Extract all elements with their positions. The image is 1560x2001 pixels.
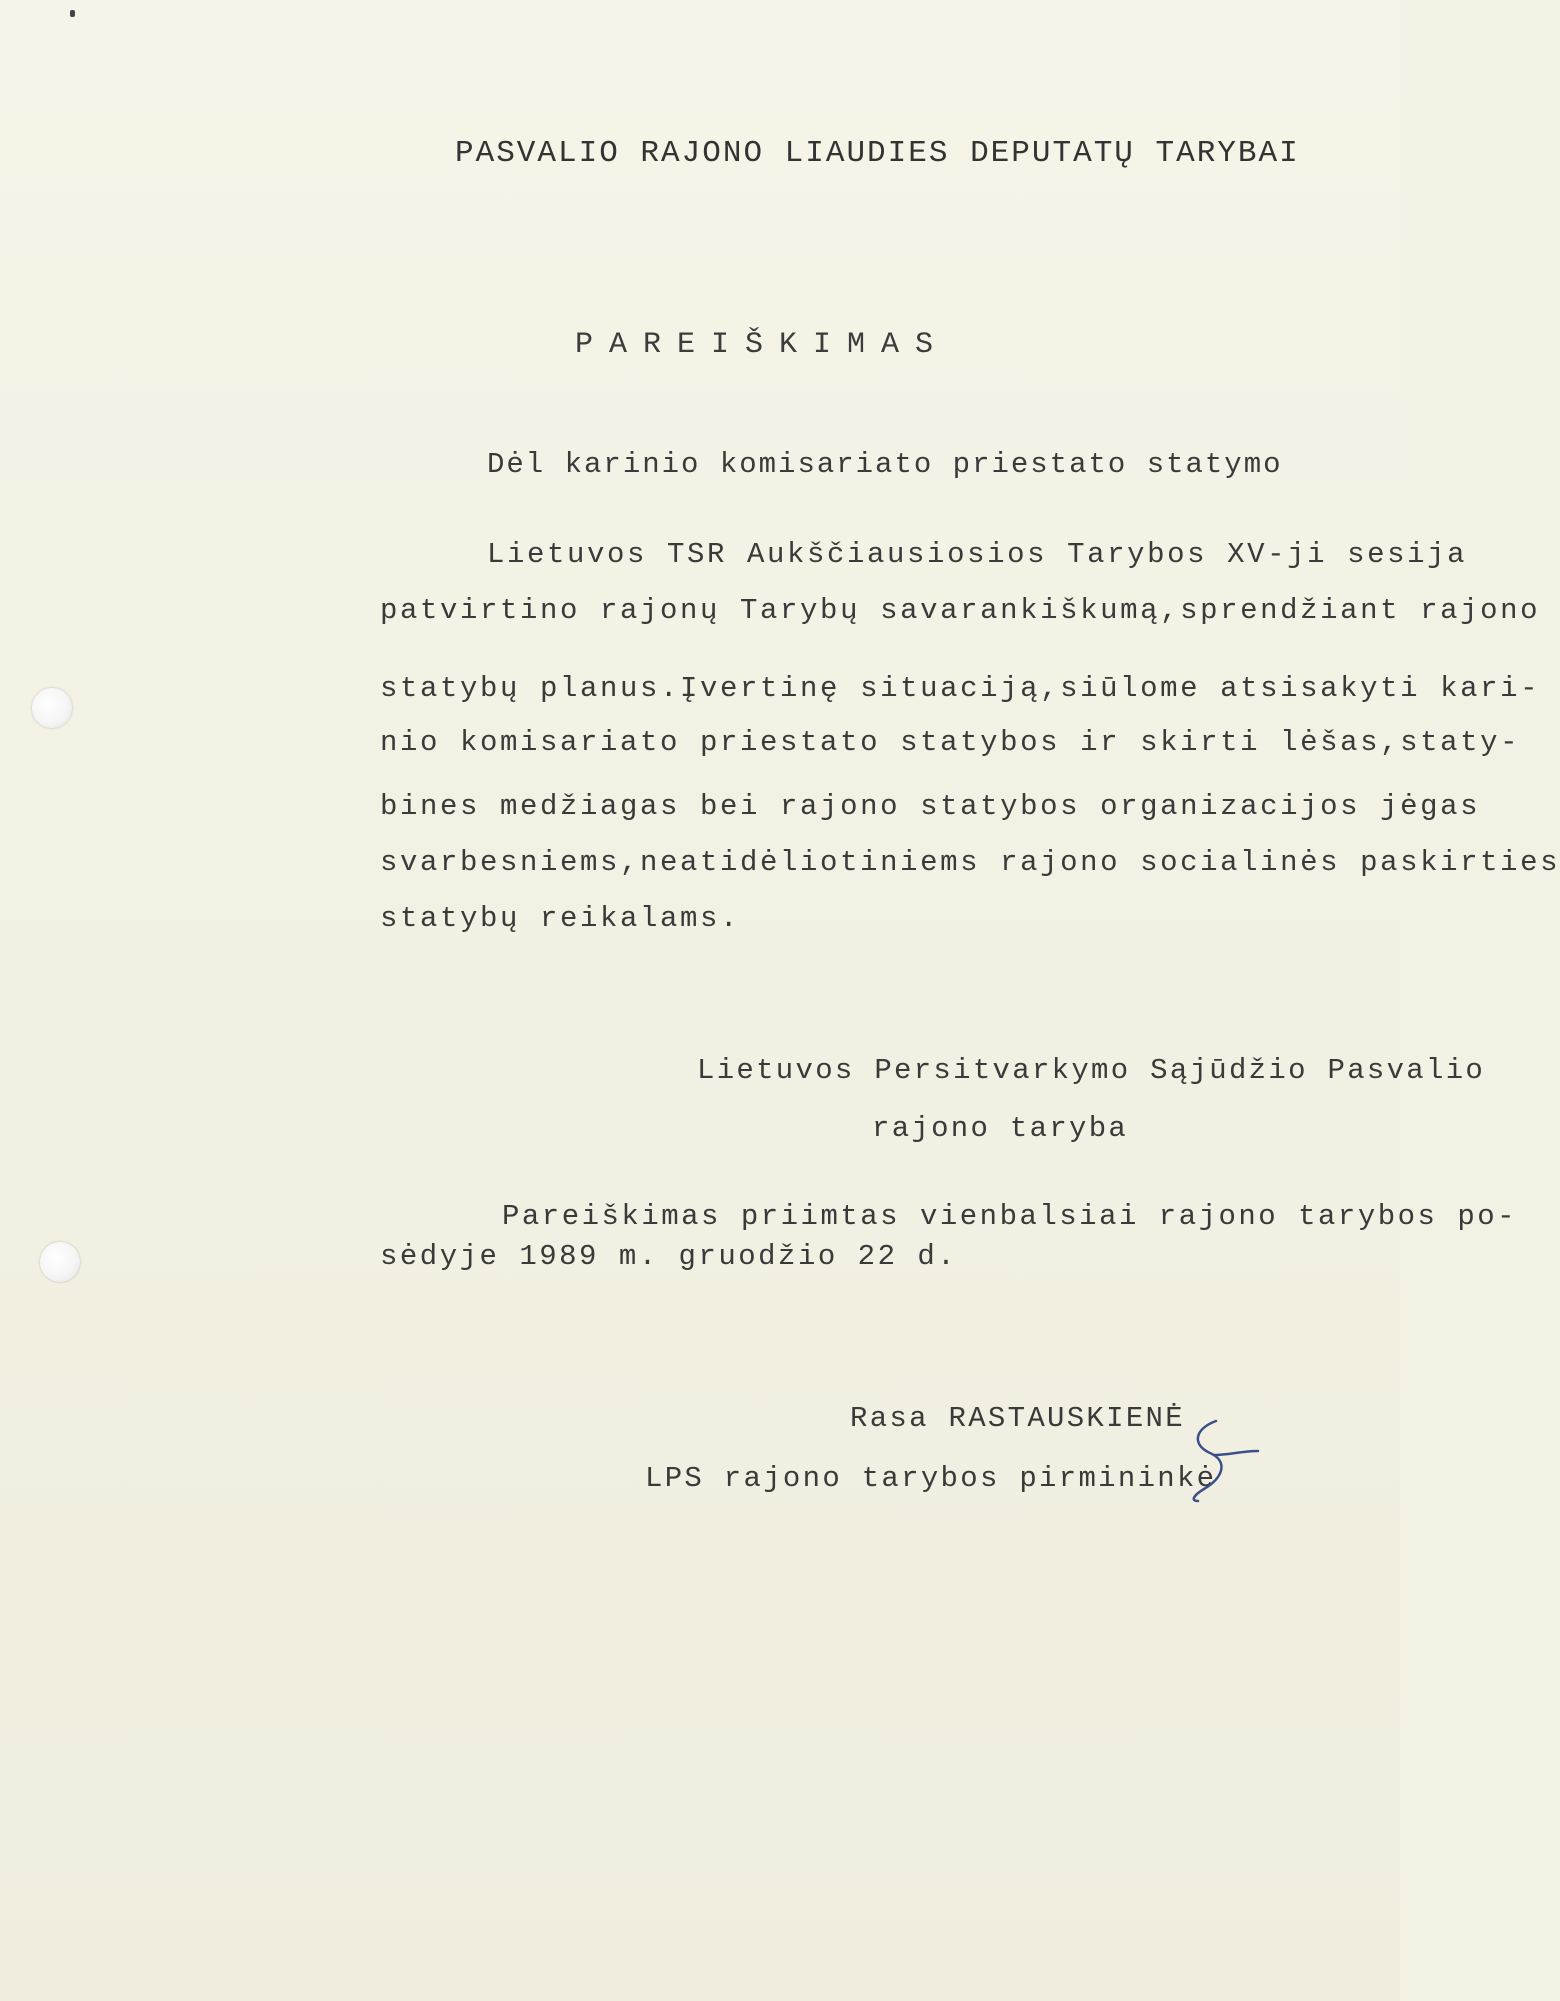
body-line: svarbesniems,neatidėliotiniems rajono socialinės paskirties	[380, 846, 1560, 879]
punch-hole	[40, 1242, 80, 1282]
subject-line: Dėl karinio komisariato priestato statymo	[487, 448, 1283, 481]
body-line: bines medžiagas bei rajono statybos organizacijos jėgas	[380, 790, 1481, 823]
signatory-name: Rasa RASTAUSKIENĖ	[850, 1402, 1185, 1435]
document-title: PAREIŠKIMAS	[575, 328, 950, 362]
body-line: Lietuvos TSR Aukščiausiosios Tarybos XV-ji sesija	[487, 538, 1468, 571]
signatory-role: LPS rajono tarybos pirmininkė	[645, 1462, 1217, 1495]
signer-organization-line1: Lietuvos Persitvarkymo Sąjūdžio Pasvalio	[697, 1054, 1486, 1087]
signer-organization-line2: rajono taryba	[872, 1112, 1129, 1145]
addressee-line: PASVALIO RAJONO LIAUDIES DEPUTATŲ TARYBAI	[455, 136, 1300, 171]
punch-hole	[32, 688, 72, 728]
body-line: nio komisariato priestato statybos ir skirti lėšas,staty-	[380, 726, 1521, 759]
body-line: statybų reikalams.	[380, 902, 741, 935]
body-line: patvirtino rajonų Tarybų savarankiškumą,sprendžiant rajono	[380, 594, 1541, 627]
ink-speck	[70, 10, 75, 17]
adoption-note-line2: sėdyje 1989 m. gruodžio 22 d.	[380, 1240, 958, 1273]
adoption-note-line1: Pareiškimas priimtas vienbalsiai rajono tarybos po-	[502, 1200, 1518, 1233]
handwritten-signature	[1180, 1415, 1270, 1505]
body-line: statybų planus.Įvertinę situaciją,siūlome atsisakyti kari-	[380, 672, 1541, 705]
